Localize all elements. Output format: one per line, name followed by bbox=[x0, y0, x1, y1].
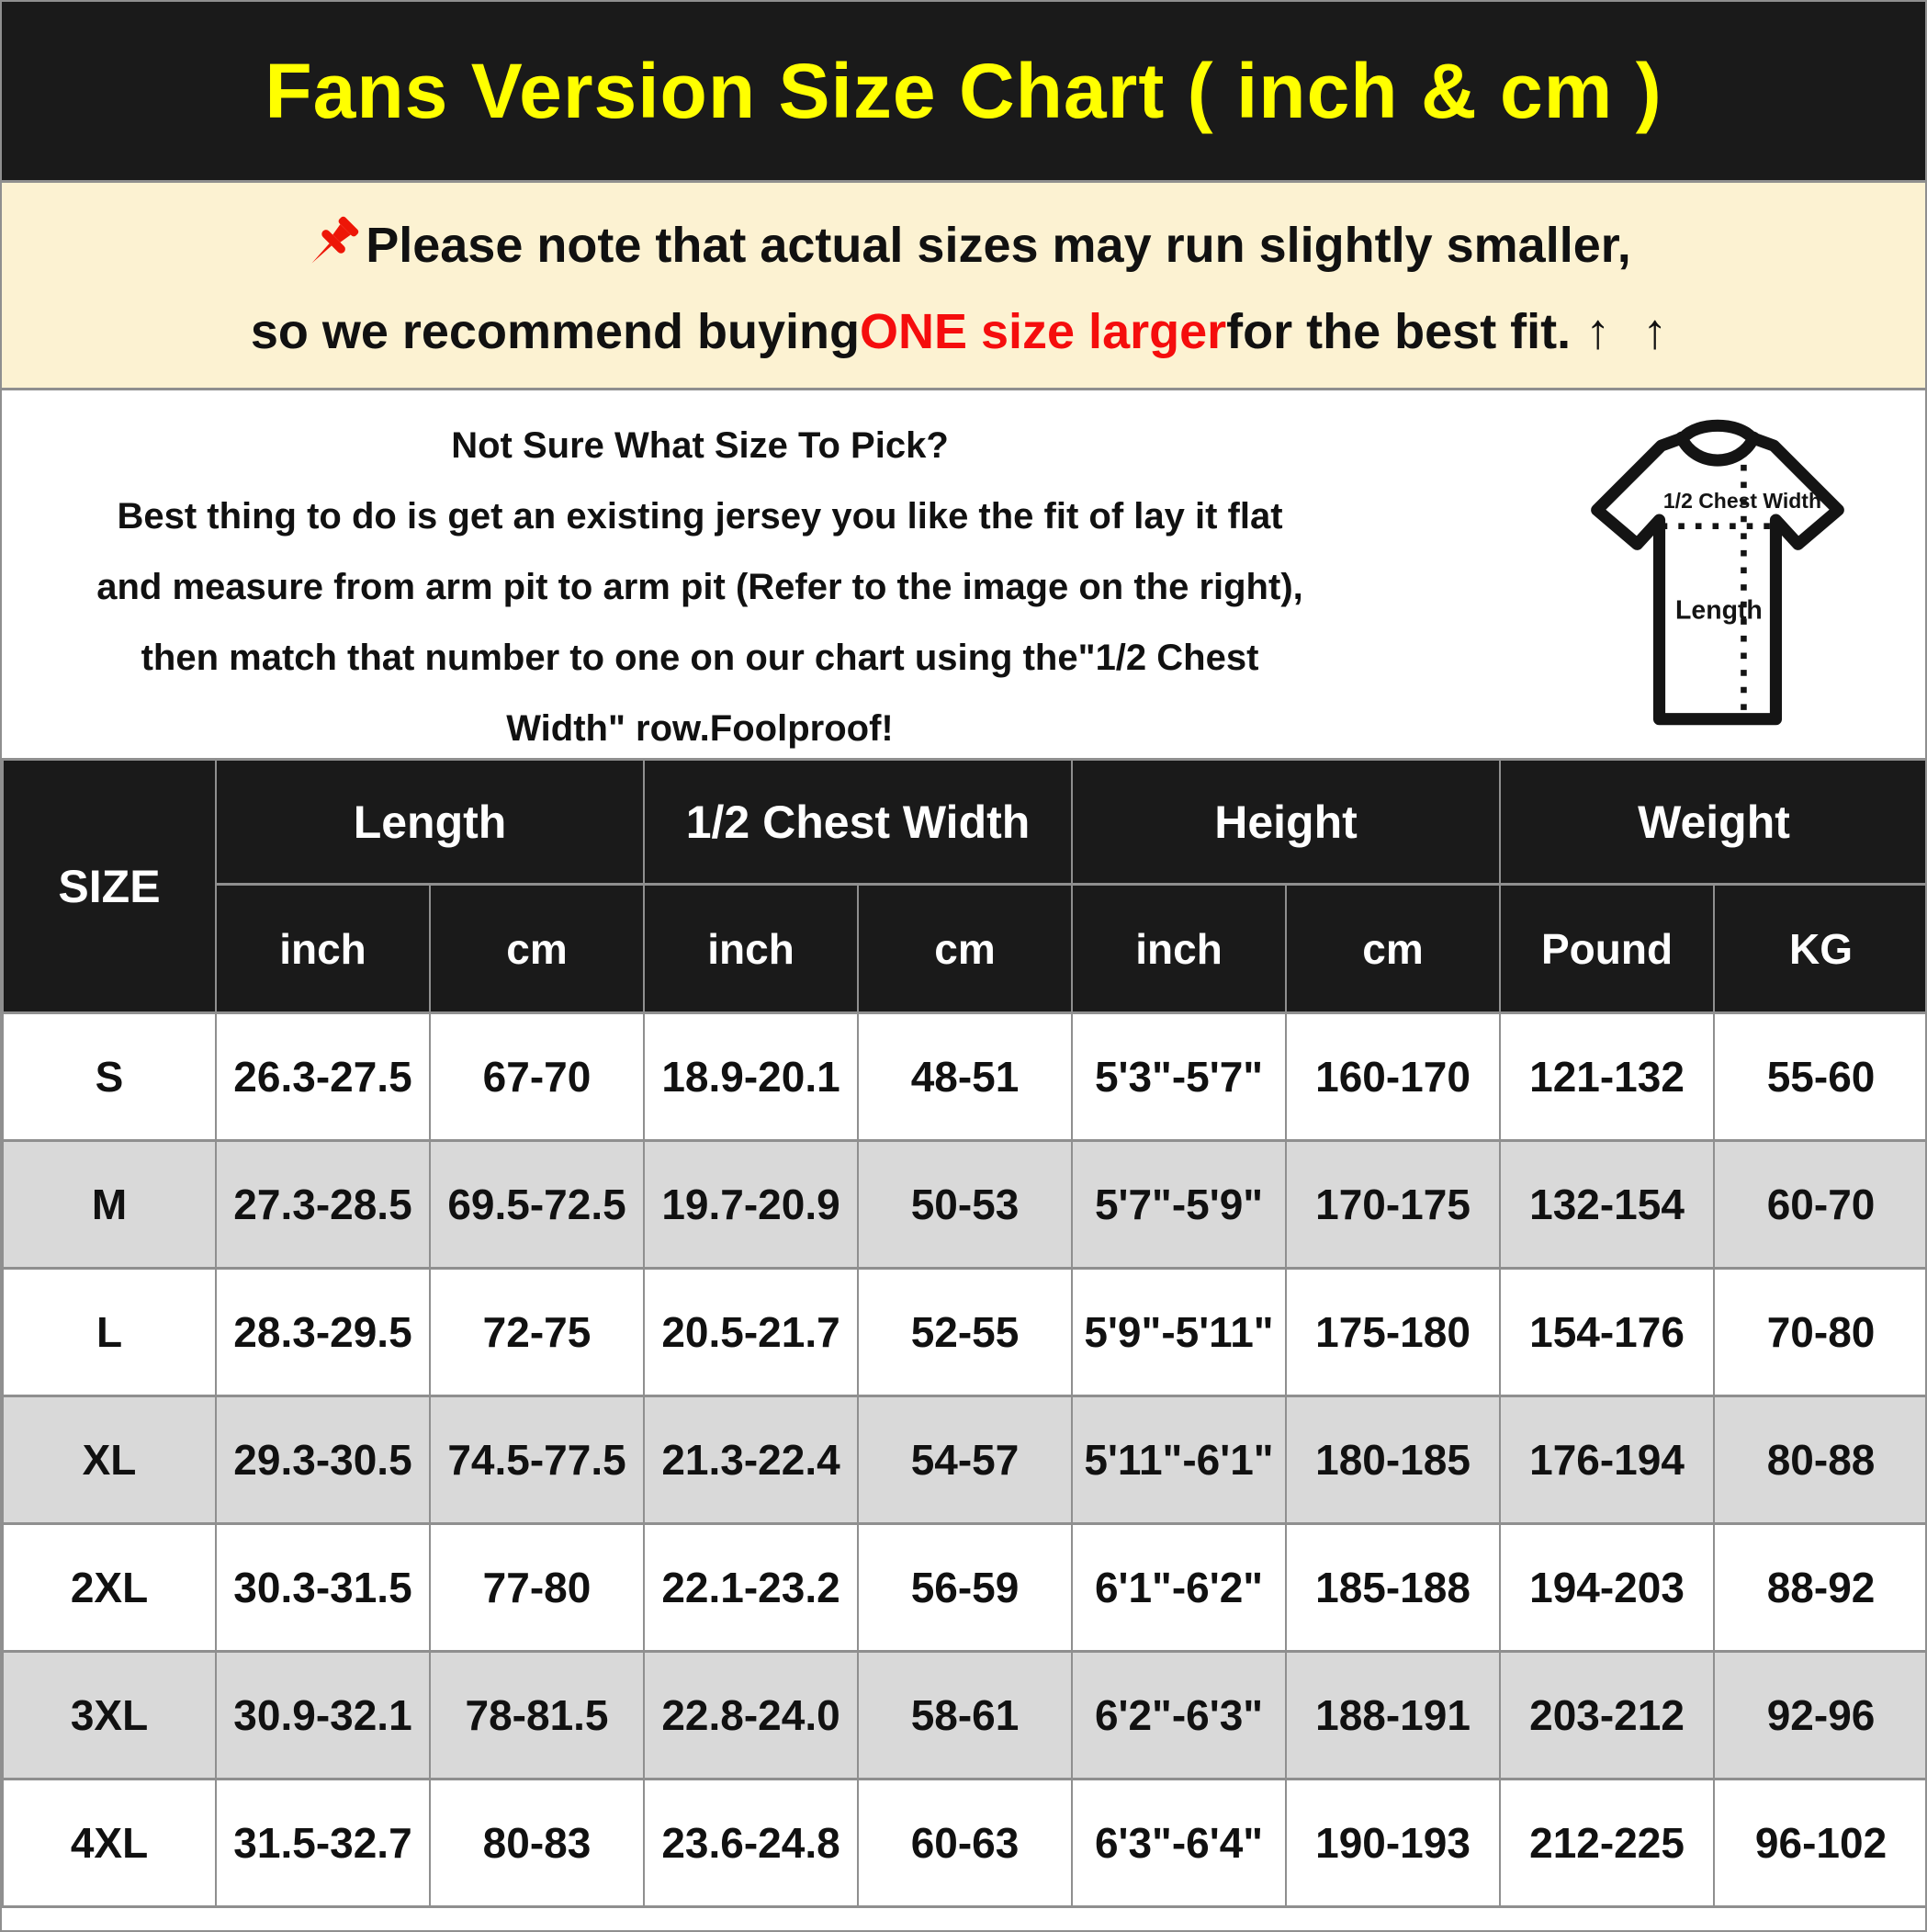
up-arrows: ↑ ↑ bbox=[1585, 303, 1677, 359]
size-guide-section bbox=[2, 388, 1925, 758]
tshirt-diagram-icon bbox=[1556, 401, 1879, 743]
value-cell: 170-175 bbox=[1286, 1141, 1500, 1269]
value-cell: 77-80 bbox=[430, 1524, 644, 1652]
value-cell: 6'1"-6'2" bbox=[1072, 1524, 1286, 1652]
value-cell: 52-55 bbox=[858, 1269, 1072, 1396]
size-table-header bbox=[3, 760, 1927, 1013]
shirt-chest-width-label: 1/2 Chest Width bbox=[1662, 488, 1821, 513]
value-cell: 67-70 bbox=[430, 1013, 644, 1141]
sub-header-height-inch: inch bbox=[1072, 885, 1286, 1013]
value-cell: 30.9-32.1 bbox=[216, 1652, 430, 1779]
note-line-1 bbox=[296, 211, 1631, 279]
value-cell: 132-154 bbox=[1500, 1141, 1714, 1269]
value-cell: 78-81.5 bbox=[430, 1652, 644, 1779]
sub-header-length-cm: cm bbox=[430, 885, 644, 1013]
value-cell: 50-53 bbox=[858, 1141, 1072, 1269]
value-cell: 60-63 bbox=[858, 1779, 1072, 1907]
value-cell: 80-88 bbox=[1714, 1396, 1927, 1524]
sub-header-chest-inch: inch bbox=[644, 885, 858, 1013]
group-header-length: Length bbox=[216, 760, 644, 885]
value-cell: 185-188 bbox=[1286, 1524, 1500, 1652]
value-cell: 56-59 bbox=[858, 1524, 1072, 1652]
value-cell: 19.7-20.9 bbox=[644, 1141, 858, 1269]
note-text-1: Please note that actual sizes may run slightly smaller, bbox=[366, 217, 1631, 273]
value-cell: 70-80 bbox=[1714, 1269, 1927, 1396]
guide-text-block bbox=[2, 411, 1398, 764]
value-cell: 48-51 bbox=[858, 1013, 1072, 1141]
table-row bbox=[3, 1652, 1927, 1779]
sub-header-height-cm: cm bbox=[1286, 885, 1500, 1013]
size-cell: 2XL bbox=[3, 1524, 216, 1652]
value-cell: 212-225 bbox=[1500, 1779, 1714, 1907]
group-header-weight: Weight bbox=[1500, 760, 1927, 885]
size-cell: 4XL bbox=[3, 1779, 216, 1907]
value-cell: 88-92 bbox=[1714, 1524, 1927, 1652]
size-table-body bbox=[3, 1013, 1927, 1907]
sub-header-weight-pound: Pound bbox=[1500, 885, 1714, 1013]
value-cell: 203-212 bbox=[1500, 1652, 1714, 1779]
value-cell: 6'2"-6'3" bbox=[1072, 1652, 1286, 1779]
value-cell: 176-194 bbox=[1500, 1396, 1714, 1524]
size-cell: XL bbox=[3, 1396, 216, 1524]
sub-header-chest-cm: cm bbox=[858, 885, 1072, 1013]
value-cell: 31.5-32.7 bbox=[216, 1779, 430, 1907]
note-text-2-prefix: so we recommend buying bbox=[250, 303, 860, 359]
value-cell: 18.9-20.1 bbox=[644, 1013, 858, 1141]
value-cell: 22.8-24.0 bbox=[644, 1652, 858, 1779]
guide-heading: Not Sure What Size To Pick? bbox=[451, 425, 949, 466]
note-banner bbox=[2, 180, 1925, 388]
value-cell: 80-83 bbox=[430, 1779, 644, 1907]
table-row bbox=[3, 1779, 1927, 1907]
value-cell: 30.3-31.5 bbox=[216, 1524, 430, 1652]
value-cell: 5'9"-5'11" bbox=[1072, 1269, 1286, 1396]
value-cell: 60-70 bbox=[1714, 1141, 1927, 1269]
value-cell: 21.3-22.4 bbox=[644, 1396, 858, 1524]
table-row bbox=[3, 1141, 1927, 1269]
value-cell: 188-191 bbox=[1286, 1652, 1500, 1779]
value-cell: 5'3"-5'7" bbox=[1072, 1013, 1286, 1141]
value-cell: 121-132 bbox=[1500, 1013, 1714, 1141]
sub-header-length-inch: inch bbox=[216, 885, 430, 1013]
size-cell: S bbox=[3, 1013, 216, 1141]
size-column-header: SIZE bbox=[3, 760, 216, 1013]
value-cell: 74.5-77.5 bbox=[430, 1396, 644, 1524]
tshirt-outline bbox=[1597, 425, 1839, 718]
group-header-chest-width: 1/2 Chest Width bbox=[644, 760, 1072, 885]
value-cell: 92-96 bbox=[1714, 1652, 1927, 1779]
title-bar bbox=[2, 2, 1925, 180]
value-cell: 69.5-72.5 bbox=[430, 1141, 644, 1269]
guide-line-4: Width" row.Foolproof! bbox=[506, 708, 894, 749]
value-cell: 20.5-21.7 bbox=[644, 1269, 858, 1396]
value-cell: 160-170 bbox=[1286, 1013, 1500, 1141]
table-row bbox=[3, 1396, 1927, 1524]
value-cell: 190-193 bbox=[1286, 1779, 1500, 1907]
note-text-2-suffix: for the best fit. bbox=[1226, 303, 1572, 359]
page-title: Fans Version Size Chart ( inch & cm ) bbox=[265, 47, 1662, 134]
value-cell: 194-203 bbox=[1500, 1524, 1714, 1652]
shirt-length-label: Length bbox=[1675, 595, 1763, 626]
value-cell: 72-75 bbox=[430, 1269, 644, 1396]
value-cell: 175-180 bbox=[1286, 1269, 1500, 1396]
value-cell: 54-57 bbox=[858, 1396, 1072, 1524]
guide-line-3: then match that number to one on our chart using the"1/2 Chest bbox=[141, 638, 1259, 678]
value-cell: 180-185 bbox=[1286, 1396, 1500, 1524]
value-cell: 58-61 bbox=[858, 1652, 1072, 1779]
table-row bbox=[3, 1013, 1927, 1141]
value-cell: 5'7"-5'9" bbox=[1072, 1141, 1286, 1269]
value-cell: 28.3-29.5 bbox=[216, 1269, 430, 1396]
size-cell: 3XL bbox=[3, 1652, 216, 1779]
sub-header-weight-kg: KG bbox=[1714, 885, 1927, 1013]
value-cell: 26.3-27.5 bbox=[216, 1013, 430, 1141]
value-cell: 23.6-24.8 bbox=[644, 1779, 858, 1907]
note-line-2 bbox=[251, 303, 1676, 360]
sub-header-row bbox=[3, 885, 1927, 1013]
size-table bbox=[2, 758, 1927, 1908]
value-cell: 96-102 bbox=[1714, 1779, 1927, 1907]
value-cell: 29.3-30.5 bbox=[216, 1396, 430, 1524]
pushpin-icon bbox=[296, 211, 364, 279]
table-row bbox=[3, 1269, 1927, 1396]
size-cell: L bbox=[3, 1269, 216, 1396]
guide-line-1: Best thing to do is get an existing jersey you like the fit of lay it flat bbox=[117, 496, 1283, 537]
group-header-row bbox=[3, 760, 1927, 885]
value-cell: 27.3-28.5 bbox=[216, 1141, 430, 1269]
value-cell: 154-176 bbox=[1500, 1269, 1714, 1396]
group-header-height: Height bbox=[1072, 760, 1500, 885]
guide-line-2: and measure from arm pit to arm pit (Refer to the image on the right), bbox=[96, 567, 1303, 607]
value-cell: 55-60 bbox=[1714, 1013, 1927, 1141]
table-row bbox=[3, 1524, 1927, 1652]
value-cell: 6'3"-6'4" bbox=[1072, 1779, 1286, 1907]
size-cell: M bbox=[3, 1141, 216, 1269]
one-size-larger-highlight: ONE size larger bbox=[859, 303, 1227, 359]
value-cell: 22.1-23.2 bbox=[644, 1524, 858, 1652]
value-cell: 5'11"-6'1" bbox=[1072, 1396, 1286, 1524]
